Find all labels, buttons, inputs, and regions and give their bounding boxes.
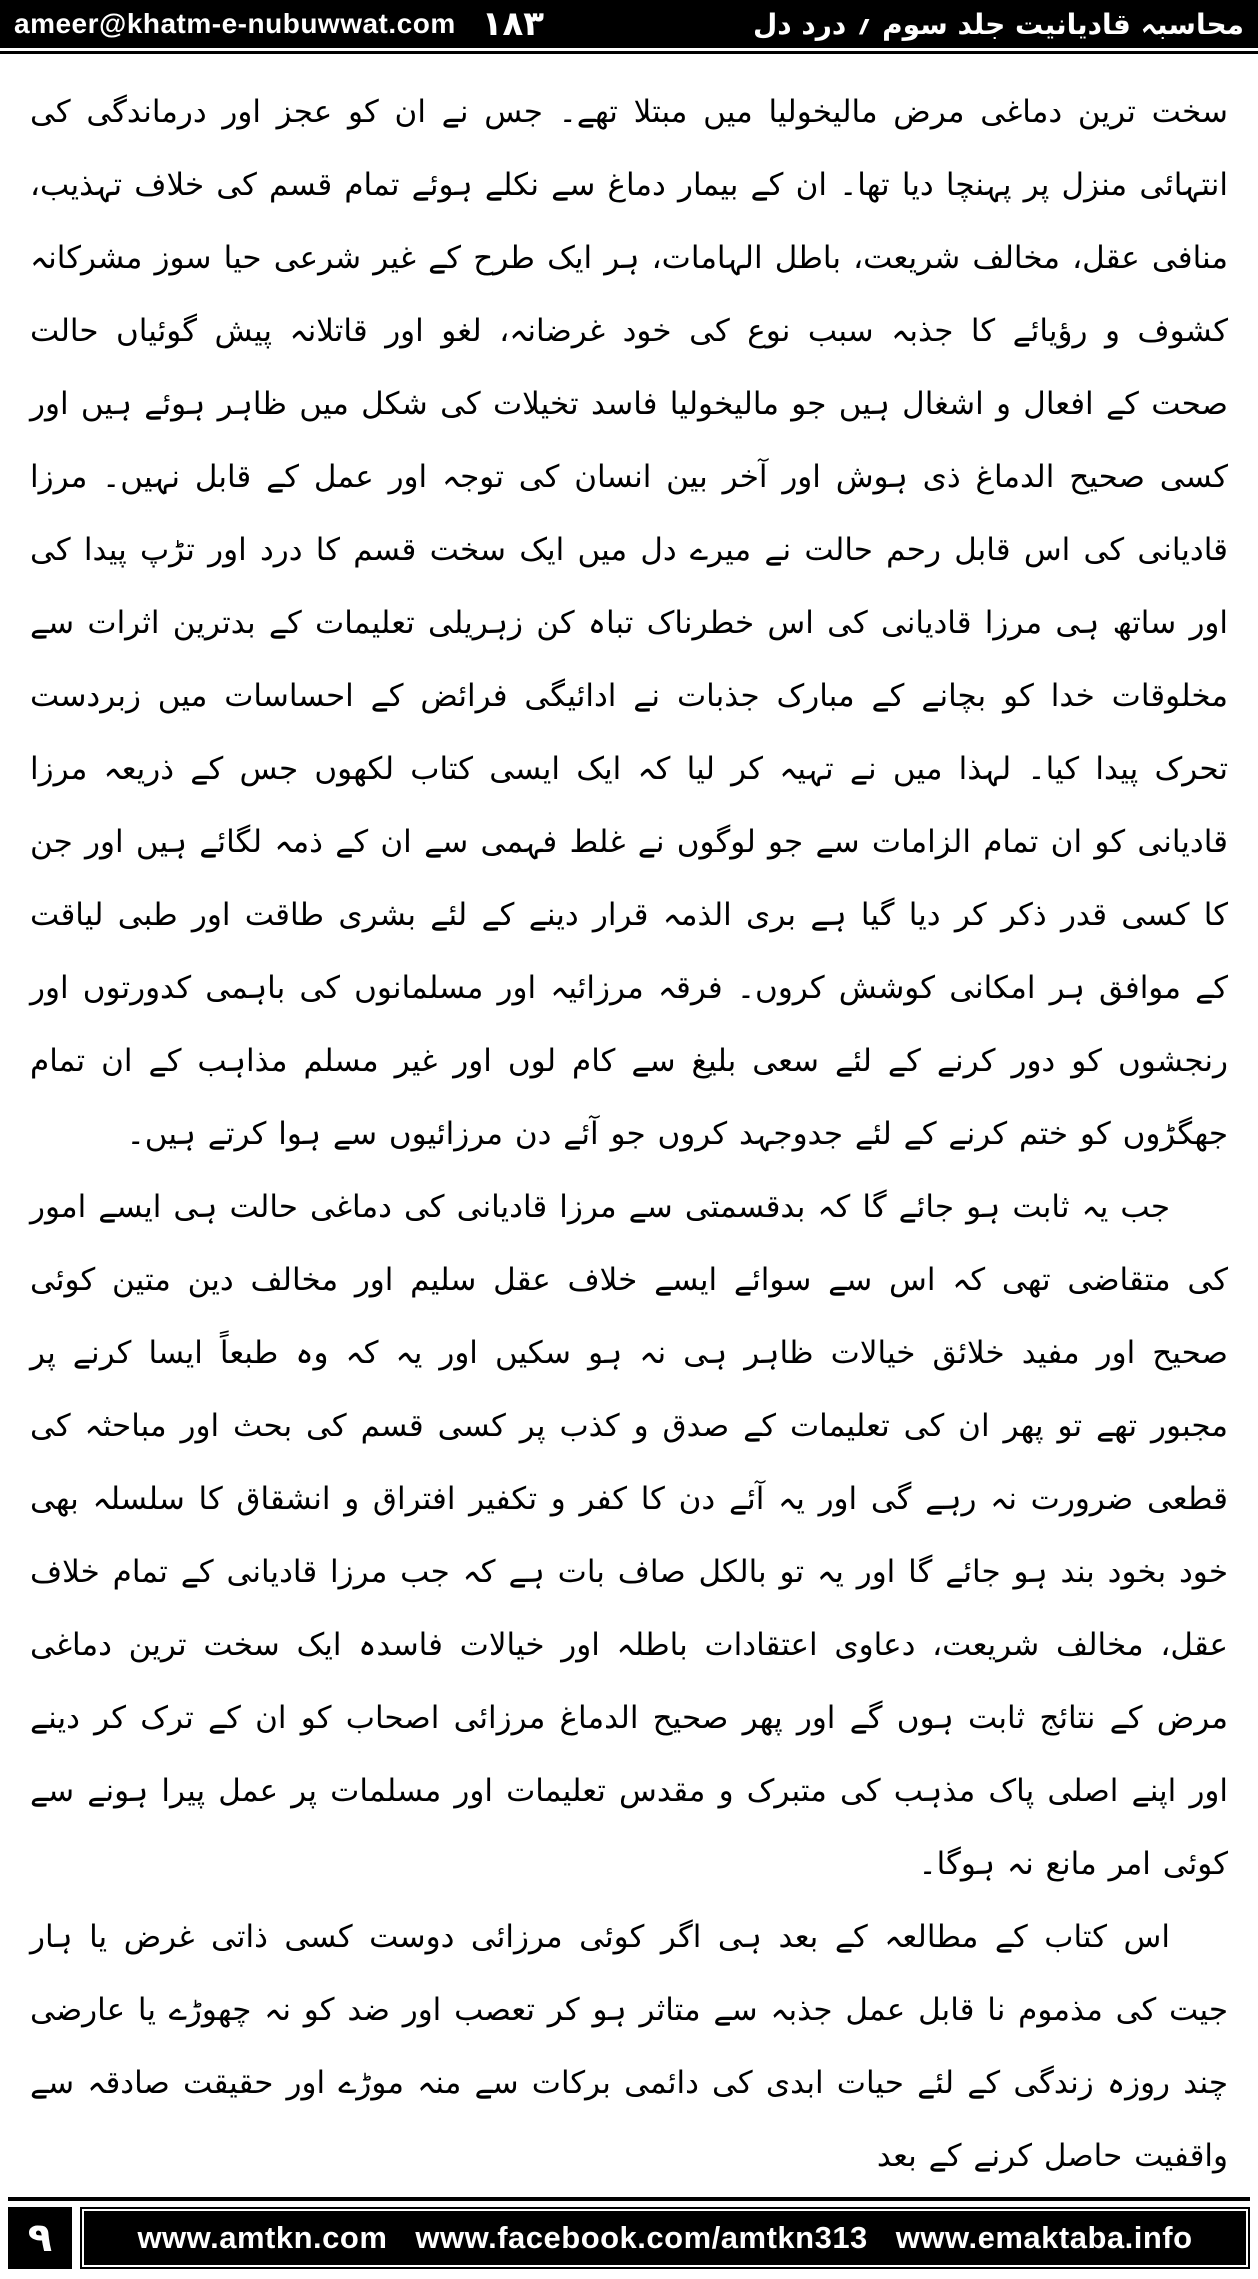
footer (0, 2197, 1258, 2279)
footer-page-number-box (8, 2207, 72, 2269)
body-paragraph-3: اس کتاب کے مطالعہ کے بعد ہی اگر کوئی مرزائی دوست کسی ذاتی غرض یا ہار جیت کی مذموم نا قابل عمل جذبہ سے متاثر ہو کر تعصب اور ضد کو نہ چھوڑے یا عارضی چند روزہ زندگی کے لئے حیات ابدی کی دائمی برکات سے منہ موڑے اور حقیقت صادقہ سے واقفیت حاصل کرنے کے بعد (30, 1919, 1228, 2174)
footer-link-amtkn: www.amtkn.com (137, 2220, 388, 2255)
footer-bar-row (0, 2207, 1258, 2269)
body-paragraph-1: سخت ترین دماغی مرض مالیخولیا میں مبتلا تھے۔ جس نے ان کو عجز اور درماندگی کی انتہائی منزل پر پہنچا دیا تھا۔ ان کے بیمار دماغ سے نکلے ہوئے تمام قسم کی خلاف تہذیب، منافی عقل، مخالف شریعت، باطل الہامات، ہر ایک طرح کے غیر شرعی حیا سوز مشرکانہ کشوف و رؤیائے کا جذبہ سبب نوع کی خود غرضانہ، لغو اور قاتلانہ پیش گوئیاں حالت صحت کے افعال و اشغال ہیں جو مالیخولیا فاسد تخیلات کی شکل میں ظاہر ہوئے ہیں اور کسی صحیح الدماغ ذی ہوش اور آخر بین انسان کی توجہ اور عمل کے قابل نہیں۔ مرزا قادیانی کی اس قابل رحم حالت نے میرے دل میں ایک سخت قسم کا درد اور تڑپ پیدا کی اور ساتھ ہی مرزا قادیانی کی اس خطرناک تباہ کن زہریلی تعلیمات کے بدترین اثرات سے مخلوقات خدا کو بچانے کے مبارک جذبات نے ادائیگی فرائض کے احساسات میں زبردست تحرک پیدا کیا۔ لہذا میں نے تہیہ کر لیا کہ ایک ایسی کتاب لکھوں جس کے ذریعہ مرزا قادیانی کو ان تمام الزامات سے جو لوگوں نے غلط فہمی سے ان کے ذمہ لگائے ہیں اور جن کا کسی قدر ذکر کر دیا گیا ہے بری الذمہ قرار دینے کے لئے بشری طاقت اور طبی لیاقت کے موافق ہر امکانی کوشش کروں۔ فرقہ مرزائیہ اور مسلمانوں کی باہمی کدورتوں اور رنجشوں کو دور کرنے کے لئے سعی بلیغ سے کام لوں اور غیر مسلم مذاہب کے ان تمام جھگڑوں کو ختم کرنے کے لئے جدوجہد کروں جو آئے دن مرزائیوں سے ہوا کرتے ہیں۔ (30, 94, 1228, 1152)
body-paragraph-2: جب یہ ثابت ہو جائے گا کہ بدقسمتی سے مرزا قادیانی کی دماغی حالت ہی ایسے امور کی متقاضی تھی کہ اس سے سوائے ایسے خلاف عقل سلیم اور مخالف دین متین کوئی صحیح اور مفید خلائق خیالات ظاہر ہی نہ ہو سکیں اور یہ کہ وہ طبعاً ایسا کرنے پر مجبور تھے تو پھر ان کی تعلیمات کے صدق و کذب پر کسی قسم کی بحث اور مباحثہ کی قطعی ضرورت نہ رہے گی اور یہ آئے دن کا کفر و تکفیر افتراق و انشقاق کا سلسلہ بھی خود بخود بند ہو جائے گا اور یہ تو بالکل صاف بات ہے کہ جب مرزا قادیانی کے تمام خلاف عقل، مخالف شریعت، دعاوی اعتقادات باطلہ اور خیالات فاسدہ ایک سخت ترین دماغی مرض کے نتائج ثابت ہوں گے اور پھر صحیح الدماغ مرزائی اصحاب کو ان کے ترک کر دینے اور اپنے اصلی پاک مذہب کی متبرک و مقدس تعلیمات اور مسلمات پر عمل پیرا ہونے سے کوئی امر مانع نہ ہوگا۔ (30, 1189, 1228, 1882)
header-left-group (14, 4, 544, 44)
page-body (0, 54, 1258, 2197)
footer-link-facebook: www.facebook.com/amtkn313 (415, 2220, 868, 2255)
footer-links-bar (80, 2207, 1250, 2269)
footer-page-number: ۹ (27, 2215, 53, 2261)
header-page-number: ۱۸۳ (481, 4, 544, 44)
header-email: ameer@khatm-e-nubuwwat.com (14, 8, 456, 39)
header-book-title: محاسبہ قادیانیت جلد سوم ؍ درد دل (752, 7, 1244, 41)
footer-link-emaktaba: www.emaktaba.info (895, 2220, 1193, 2255)
header-bar (0, 0, 1258, 51)
footer-divider (8, 2197, 1250, 2201)
